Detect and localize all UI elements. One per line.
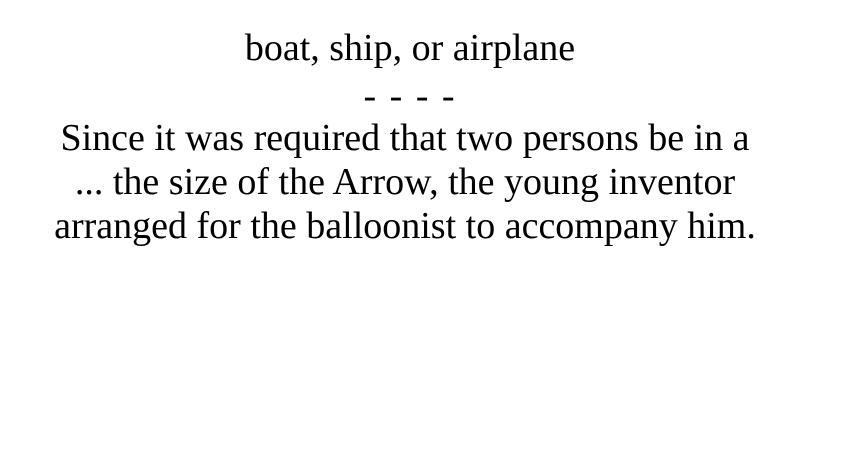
separator-dashes: - - - - [363,75,457,117]
clue-line-3: arranged for the balloonist to accompany him. [54,205,756,247]
clue-text [0,116,810,248]
answer-heading: boat, ship, or airplane [244,27,576,69]
clue-line-2: ... the size of the Arrow, the young inventor [74,161,736,203]
clue-line-1: Since it was required that two persons be in a [60,117,750,159]
